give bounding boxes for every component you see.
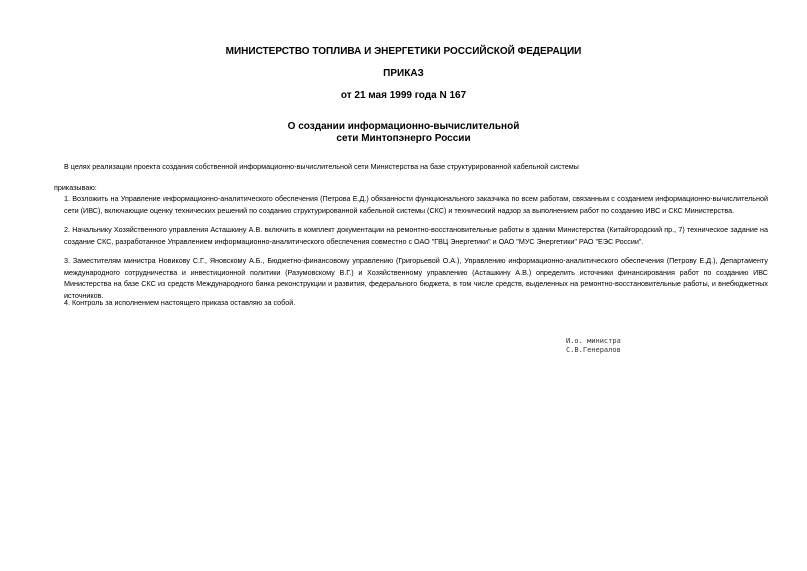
ministry-heading: МИНИСТЕРСТВО ТОПЛИВА И ЭНЕРГЕТИКИ РОССИЙСКОЙ ФЕДЕРАЦИИ xyxy=(225,46,582,57)
item-3-text: 3. Заместителям министра Новикову С.Г., Яновскому А.Б., Бюджетно-финансовому управлению (Григорьевой О.А.), Управлению информационно-аналитического обеспечения (Петрову Е.Д.), Департаменту международного сотрудничества и инвестиционной политики (Разумовскому В.Г.) и Хозяйственному управлению (Асташкину А.В.) определить источники финансирования работ по созданию ИВС Министерства на базе СКС из средств Международного банка реконструкции и развития, федерального бюджета, в том числе средств, выделенных на ремонтно-восстановительные работы, и внебюджетных источников. xyxy=(64,256,768,300)
item-2 xyxy=(54,224,768,247)
signature-name: С.В.Генералов xyxy=(566,346,621,354)
document-subject-line-1: О создании информационно-вычислительной xyxy=(287,121,520,132)
document-type: ПРИКАЗ xyxy=(383,68,424,79)
item-3 xyxy=(54,255,768,301)
document-subject-line-2: сети Минтопэнерго России xyxy=(336,133,471,144)
order-word: приказываю: xyxy=(54,183,97,192)
document-date-number: от 21 мая 1999 года N 167 xyxy=(340,90,467,101)
item-1-text: 1. Возложить на Управление информационно-аналитического обеспечения (Петрова Е.Д.) обязанности функционального заказчика по всем работам, связанным с созданием информационно-вычислительной сети (ИВС), включающие оценку технических решений по созданию структурированной кабельной системы (СКС) и технический надзор за выполнением работ по созданию ИВС и СКС Министерства. xyxy=(64,194,768,215)
preamble-text: В целях реализации проекта создания собственной информационно-вычислительной сети Министерства на базе структурированной кабельной системы xyxy=(64,162,579,171)
preamble xyxy=(54,161,768,173)
item-4-text: 4. Контроль за исполнением настоящего приказа оставляю за собой. xyxy=(64,298,296,307)
signature-title: И.о. министра xyxy=(566,337,621,345)
item-1 xyxy=(54,193,768,216)
item-2-text: 2. Начальнику Хозяйственного управления Асташкину А.В. включить в комплект документации на ремонтно-восстановительные работы в здании Министерства (Китайгородский пр., 7) техническое задание на создание СКС, разработанное Управлением информационно-аналитического обеспечения совместно с ОАО "ГВЦ Энергетики" и ОАО "МУС Энергетики" РАО "ЕЭС России". xyxy=(64,225,768,246)
item-4 xyxy=(54,297,768,309)
